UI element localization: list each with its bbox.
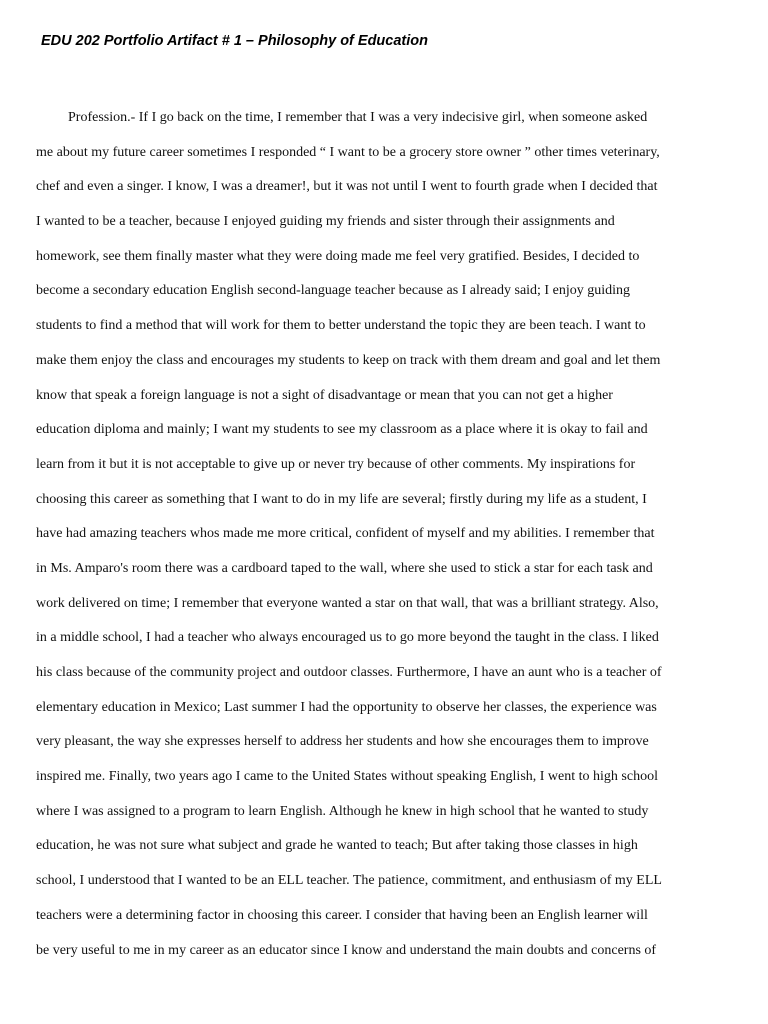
paragraph-line: become a secondary education English second-language teacher because as I already said; I enjoy guiding bbox=[36, 283, 630, 299]
paragraph-line: chef and even a singer. I know, I was a dreamer!, but it was not until I went to fourth grade when I decided that bbox=[36, 179, 658, 195]
paragraph-line: elementary education in Mexico; Last summer I had the opportunity to observe her classes, the experience was bbox=[36, 699, 657, 715]
paragraph-line: Profession.- If I go back on the time, I remember that I was a very indecisive girl, when someone asked bbox=[68, 110, 648, 125]
paragraph-line: choosing this career as something that I want to do in my life are several; firstly during my life as a student, I bbox=[36, 491, 647, 507]
paragraph-line: where I was assigned to a program to learn English. Although he knew in high school that he wanted to study bbox=[36, 803, 649, 819]
paragraph-line: I wanted to be a teacher, because I enjoyed guiding my friends and sister through their assignments and bbox=[36, 214, 615, 230]
paragraph-line: in Ms. Amparo's room there was a cardboard taped to the wall, where she used to stick a star for each task and bbox=[36, 560, 653, 576]
paragraph-line: make them enjoy the class and encourages my students to keep on track with them dream and goal and let them bbox=[36, 352, 661, 368]
paragraph-line: work delivered on time; I remember that everyone wanted a star on that wall, that was a brilliant strategy. Also, bbox=[36, 595, 659, 611]
paragraph-line: inspired me. Finally, two years ago I came to the United States without speaking English, I went to high school bbox=[36, 769, 658, 785]
paragraph-line: learn from it but it is not acceptable to give up or never try because of other comments. My inspirations for bbox=[36, 456, 636, 472]
paragraph-line: school, I understood that I wanted to be an ELL teacher. The patience, commitment, and enthusiasm of my ELL bbox=[36, 873, 662, 889]
paragraph-line: teachers were a determining factor in choosing this career. I consider that having been an English learner will bbox=[36, 907, 648, 923]
paragraph-line: me about my future career sometimes I responded “ I want to be a grocery store owner ” other times veterinary, bbox=[36, 144, 660, 160]
paragraph-line: have had amazing teachers whos made me more critical, confident of myself and my abilities. I remember that bbox=[36, 526, 655, 542]
paragraph-line: students to find a method that will work for them to better understand the topic they are been teach. I want to bbox=[36, 318, 646, 334]
document-header: EDU 202 Portfolio Artifact # 1 – Philosophy of Education bbox=[41, 33, 428, 49]
paragraph-line: education, he was not sure what subject and grade he wanted to teach; But after taking those classes in high bbox=[36, 838, 638, 854]
paragraph-line: homework, see them finally master what they were doing made me feel very gratified. Besides, I decided to bbox=[36, 248, 640, 264]
paragraph-line: very pleasant, the way she expresses herself to address her students and how she encourages them to improve bbox=[36, 734, 649, 750]
paragraph-line: his class because of the community project and outdoor classes. Furthermore, I have an aunt who is a teacher of bbox=[36, 665, 662, 680]
paragraph-line: education diploma and mainly; I want my students to see my classroom as a place where it is okay to fail and bbox=[36, 422, 648, 438]
paragraph-line: know that speak a foreign language is not a sight of disadvantage or mean that you can not get a higher bbox=[36, 387, 613, 403]
paragraph-line: in a middle school, I had a teacher who always encouraged us to go more beyond the taught in the class. I liked bbox=[36, 630, 659, 646]
paragraph-line: be very useful to me in my career as an educator since I know and understand the main doubts and concerns of bbox=[36, 942, 657, 958]
essay-paragraph bbox=[36, 105, 736, 972]
